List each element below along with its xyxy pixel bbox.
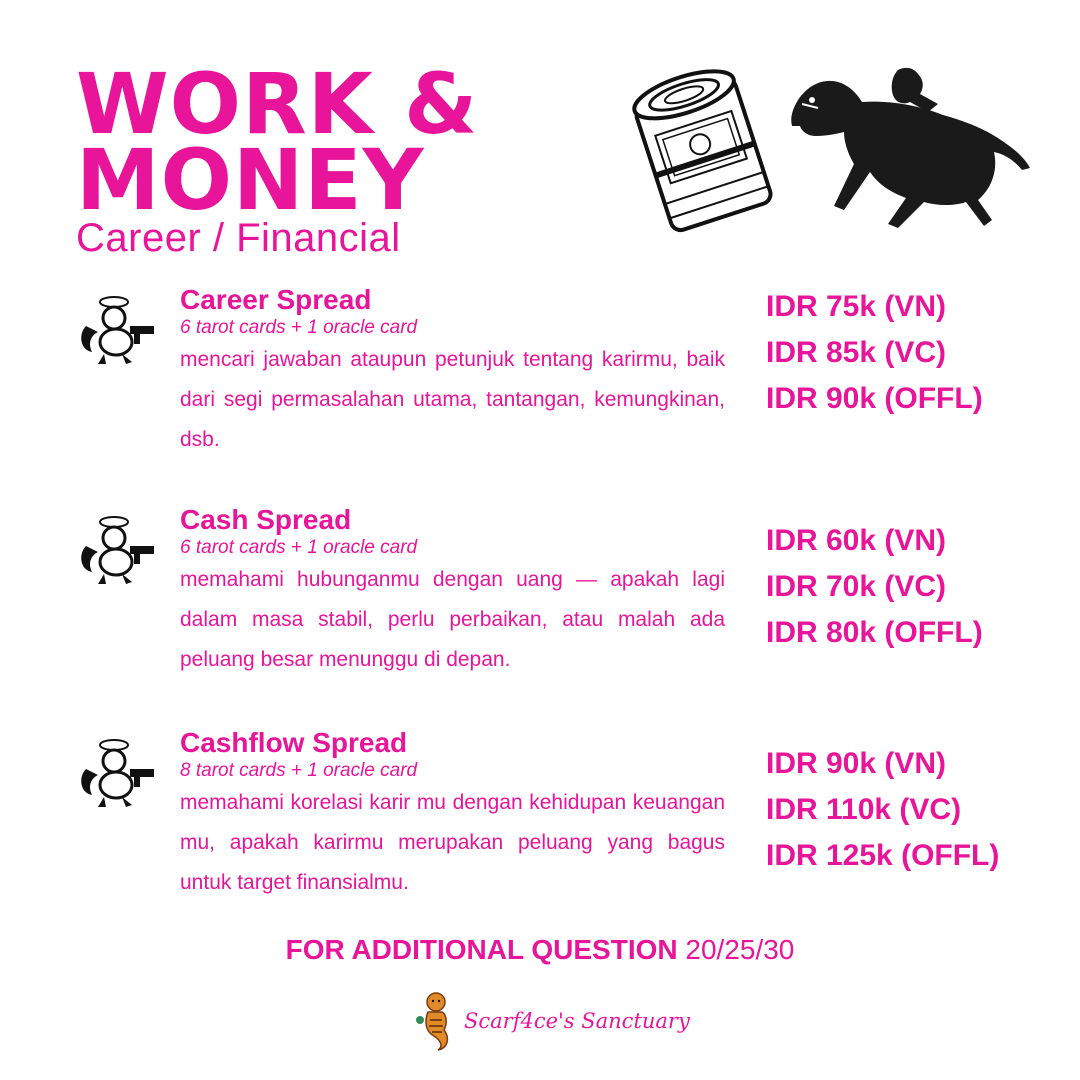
spread-cards: 8 tarot cards + 1 oracle card <box>180 760 418 781</box>
cherub-with-gun-icon <box>76 292 162 368</box>
spread-title: Cash Spread <box>180 504 352 535</box>
price-vn: IDR 60k (VN) <box>766 524 947 557</box>
money-roll-illustration <box>628 60 776 240</box>
price-list <box>766 284 983 422</box>
spread-cash <box>76 504 1006 704</box>
spread-title: Cashflow Spread <box>180 727 408 758</box>
spread-description: mencari jawaban ataupun petunjuk tentang karirmu, baik dari segi permasalahan utama, tantangan, kemungkinan, dsb. <box>180 348 725 451</box>
spread-career <box>76 284 1006 484</box>
spread-description: memahami hubunganmu dengan uang — apakah lagi dalam masa stabil, perlu perbaikan, atau malah ada peluang besar menunggu di depan. <box>180 568 725 671</box>
price-offl: IDR 125k (OFFL) <box>766 839 1000 872</box>
price-vn: IDR 90k (VN) <box>766 747 947 780</box>
title-line-1: WORK & <box>76 55 479 153</box>
price-vn: IDR 75k (VN) <box>766 290 947 323</box>
brand <box>414 986 690 1056</box>
title-line-2: MONEY <box>76 131 425 229</box>
brand-name: Scarf4ce's Sanctuary <box>464 1009 690 1033</box>
tiger-mermaid-logo <box>414 990 458 1052</box>
additional-question-prices: 20/25/30 <box>685 934 795 965</box>
cherub-with-gun-icon <box>76 735 162 811</box>
racehorse-jockey-illustration <box>778 60 1038 240</box>
additional-question-note <box>0 934 1080 966</box>
spread-cards: 6 tarot cards + 1 oracle card <box>180 317 418 338</box>
spread-title: Career Spread <box>180 284 372 315</box>
spread-cards: 6 tarot cards + 1 oracle card <box>180 537 418 558</box>
page-subtitle: Career / Financial <box>76 216 401 260</box>
spread-cashflow <box>76 727 1006 927</box>
price-vc: IDR 70k (VC) <box>766 570 947 603</box>
price-list <box>766 518 983 656</box>
cherub-with-gun-icon <box>76 512 162 588</box>
price-offl: IDR 90k (OFFL) <box>766 382 983 415</box>
price-offl: IDR 80k (OFFL) <box>766 616 983 649</box>
additional-question-label: FOR ADDITIONAL QUESTION <box>285 934 678 965</box>
price-vc: IDR 85k (VC) <box>766 336 947 369</box>
price-list <box>766 741 999 879</box>
spread-description: memahami korelasi karir mu dengan kehidupan keuangan mu, apakah karirmu merupakan peluang yang bagus untuk target finansialmu. <box>180 791 725 894</box>
page-title <box>76 55 479 229</box>
price-vc: IDR 110k (VC) <box>766 793 962 826</box>
